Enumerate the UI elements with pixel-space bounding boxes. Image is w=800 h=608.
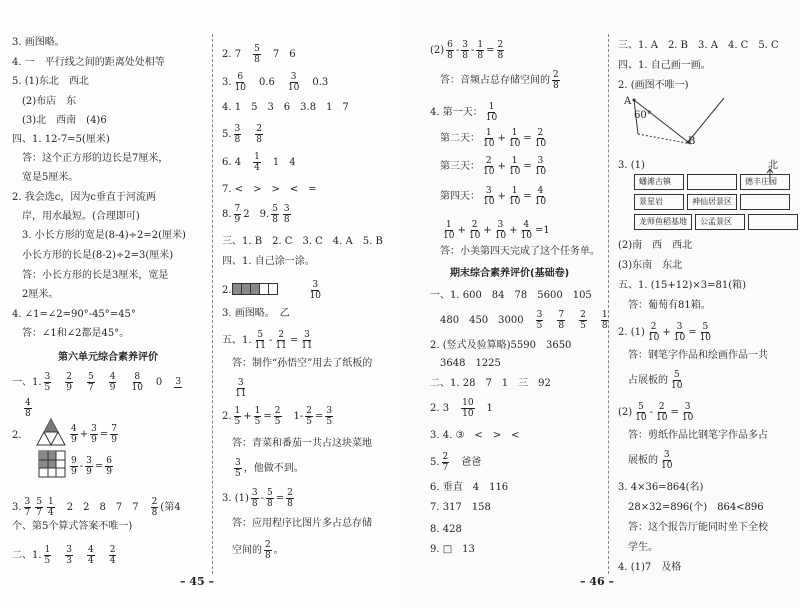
answer-line: 3. (1) [618, 160, 645, 171]
fraction: $\frac{6}{8}$ [447, 40, 453, 61]
fraction: $\frac{3}{5}$ [326, 406, 333, 427]
column-divider [212, 34, 213, 574]
answer-line: 4. 1 5 3 6 3.8 1 7 [222, 102, 349, 113]
fraction: $\frac{7}{9}$ [234, 204, 241, 225]
answer-line: 2厘米。 [22, 289, 59, 300]
fraction: $\frac{2}{11}$ [275, 330, 287, 351]
answer-line: 答：音频占总存储空间的 $\frac{2}{8}$ [440, 70, 559, 91]
answer-line [22, 398, 34, 419]
answer-line: 第四天： $\frac{3}{10}$ + $\frac{1}{10}$ = $\frac{4}{10}$ [440, 186, 547, 207]
fraction: $\frac{1}{10}$ [485, 102, 498, 123]
fraction: $\frac{5}{11}$ [254, 330, 266, 351]
answer-line: 答：小长方形的长是3厘米，宽是 [22, 270, 169, 281]
answer-line: 答：这个正方形的边长是7厘米， [22, 153, 169, 164]
fraction: $\frac{5}{8}$ [272, 204, 278, 225]
answer-line: 8. 428 [430, 524, 462, 535]
fraction: $\frac{5}{7}$ [88, 372, 94, 393]
fraction: $\frac{4}{9}$ [109, 372, 116, 393]
map-cell: 龙师鱼稻基地 [634, 214, 692, 230]
fraction: $\frac{2}{10}$ [656, 402, 668, 423]
fraction: $\frac{3}{5}$ [44, 372, 51, 393]
fraction: $\frac{1}{10}$ [508, 128, 521, 149]
answer-line: 答：钢笔字作品和绘画作品一共 [628, 350, 768, 361]
answer-line: 三、1. B 2. C 3. C 4. A 5. B [222, 236, 383, 247]
fraction: $\frac{3}{5}$ [235, 458, 241, 479]
answer-line: 四、1. 自己画一画。 [618, 60, 711, 71]
fraction: $\frac{2}{4}$ [109, 545, 116, 566]
fraction: $\frac{4}{4}$ [88, 545, 94, 566]
answer-line: 4. ∠1=∠2=90°-45°=45° [12, 309, 136, 320]
fraction: $\frac{3}{8}$ [283, 204, 290, 225]
answer-line: 二、1. $\frac{1}{5}$ $\frac{3}{3}$ $\frac{4}{4}$ $\frac{2}{4}$ [12, 545, 116, 566]
fraction: $\frac{6}{9}$ [106, 456, 112, 477]
answer-line: 3. 画图略。 [12, 37, 65, 48]
answer-line: 答：∠1和∠2都是45°。 [22, 328, 130, 339]
fraction: $\frac{10}{10}$ [462, 398, 474, 419]
fraction: $\frac{2}{10}$ [534, 128, 547, 149]
answer-line: 答：葡萄有81箱。 [628, 300, 711, 311]
answer-line: 答：剪纸作品比钢笔字作品多占 [628, 430, 768, 441]
grid-figure [38, 450, 66, 478]
fraction: $\frac{1}{10}$ [508, 156, 521, 177]
answer-line: (3)东南 东北 [618, 260, 683, 271]
map-cell: 公孟景区 [695, 214, 745, 230]
answer-line: $\frac{3}{5}$ ，他做不到。 [235, 458, 304, 479]
answer-line: 480 450 3000 $\frac{3}{5}$ $\frac{7}{8}$ $\frac{2}{5}$ $\frac{1}{8}$ [440, 310, 608, 331]
map-row [634, 194, 793, 210]
fraction: $\frac{2}{8}$ [256, 124, 263, 145]
answer-line: (3)北 西南 (4)6 [22, 115, 107, 126]
answer-line: 四、1. 自己涂一涂。 [222, 256, 315, 267]
answer-line: (2) $\frac{5}{10}$ - $\frac{2}{10}$ = $\frac{3}{10}$ [618, 402, 694, 423]
fraction: $\frac{3}{8}$ [234, 124, 241, 145]
answer-line: 4. (1)7 及格 [618, 562, 682, 573]
fraction: $\frac{4}{10}$ [534, 186, 547, 207]
fraction: $\frac{5}{10}$ [699, 322, 712, 343]
fraction: $\frac{1}{4}$ [254, 152, 260, 173]
answer-line: 岸，用水最短。(合理即可) [22, 211, 140, 222]
answer-line: 7. 317 158 [430, 502, 491, 513]
map-cell: 景星岩 [634, 194, 684, 210]
fraction: $\frac{3}{10}$ [661, 450, 673, 471]
answer-line: 2. 我会选c，因为c垂直于河流两 [12, 192, 156, 203]
answer-line: 二、1. 28 7 1 三 92 [430, 378, 551, 389]
fraction: $\frac{3}{10}$ [309, 280, 321, 301]
answer-line: 2. [12, 430, 22, 441]
answer-line: 空间的 $\frac{2}{8}$ 。 [232, 540, 284, 561]
equation: $\frac{9}{9}$ - $\frac{3}{9}$ = $\frac{6}{9}$ [71, 456, 112, 477]
map-row [634, 214, 800, 230]
fraction: $\frac{1}{4}$ [48, 497, 54, 518]
answer-line: 学生。 [628, 542, 658, 553]
fraction: $\frac{2}{10}$ [483, 156, 495, 177]
column-divider [608, 34, 609, 574]
map-cell [687, 174, 737, 190]
map-cell: 神仙居景区 [687, 194, 737, 210]
fraction: $\frac{3}{7}$ [24, 497, 31, 518]
colored-bar-figure [232, 283, 277, 299]
fraction: $\frac{2}{5}$ [580, 310, 586, 331]
answer-line: 7. < > > < = [222, 184, 317, 195]
answer-line: 2. (1) $\frac{2}{10}$ + $\frac{3}{10}$ = $\frac{5}{10}$ [618, 322, 712, 343]
fraction: $\frac{2}{8}$ [265, 540, 271, 561]
fraction: $\frac{3}{10}$ [681, 402, 694, 423]
fraction: 3 [175, 377, 182, 387]
answer-line: 宽是5厘米。 [22, 172, 79, 183]
answer-line: 3. $\frac{6}{10}$ 0.6 $\frac{3}{10}$ 0.3 [222, 72, 329, 93]
fraction: $\frac{1}{10}$ [508, 186, 521, 207]
fraction: $\frac{2}{10}$ [647, 322, 660, 343]
answer-line: 8. $\frac{7}{9}$ 2 9. $\frac{5}{8}$ $\frac{3}{8}$ [222, 204, 290, 225]
answer-line: 2. (竖式及验算略)5590 3650 [430, 340, 572, 351]
answer-line: 2. (画图不唯一) [618, 80, 689, 91]
fraction: $\frac{1}{10}$ [483, 128, 495, 149]
page-number: – 46 – [580, 575, 614, 588]
answer-line: (2)布店 东 [22, 96, 77, 107]
answer-line: 五、1. (15+12)×3=81(箱) [618, 280, 746, 291]
answer-line: 占展板的 $\frac{5}{10}$ [628, 370, 683, 391]
answer-line: 4. 一 平行线之间的距离处处相等 [12, 57, 165, 68]
answer-line: 6. 4 $\frac{1}{4}$ 1 4 [222, 152, 296, 173]
fraction: $\frac{3}{10}$ [673, 322, 686, 343]
answer-line: 2. 7 $\frac{5}{8}$ 7 6 [222, 44, 296, 65]
fraction: $\frac{4}{9}$ [71, 424, 77, 445]
answer-line: 一、1. 600 84 78 5600 105 [430, 290, 592, 301]
answer-line: 答：这个报告厅能同时坐下全校 [628, 522, 768, 533]
answer-line: 小长方形的长是(8-2)÷2=3(厘米) [22, 250, 174, 261]
answer-line [232, 378, 249, 399]
fraction: $\frac{1}{8}$ [477, 40, 484, 61]
fraction: $\frac{8}{10}$ [131, 372, 143, 393]
answer-line: 展板的 $\frac{3}{10}$ [628, 450, 673, 471]
fraction: $\frac{5}{8}$ [254, 44, 260, 65]
answer-line: 3. 画图略。 乙 [222, 308, 290, 319]
fraction: $\frac{3}{11}$ [235, 378, 247, 399]
answer-line: 6. 垂直 4 116 [430, 482, 509, 493]
fraction: $\frac{7}{9}$ [111, 424, 117, 445]
fraction: $\frac{3}{9}$ [91, 424, 97, 445]
answer-line: 5. (1)东北 西北 [12, 76, 89, 87]
answer-line: 答：制作“孙悟空”用去了纸板的 [232, 358, 373, 369]
section-title: 期末综合素养评价(基础卷) [450, 268, 570, 279]
answer-line: 9. □ 13 [430, 544, 475, 555]
answer-line: 一、1. $\frac{3}{5}$ $\frac{2}{9}$ $\frac{5}{7}$ $\frac{4}{9}$ $\frac{8}{10}$ 0 3 [12, 372, 182, 393]
fraction: $\frac{3}{10}$ [483, 186, 495, 207]
fraction: $\frac{3}{3}$ [66, 545, 73, 566]
answer-line: 个、第5个算式答案不唯一) [12, 521, 133, 532]
equation: $\frac{4}{9}$ + $\frac{3}{9}$ = $\frac{7}{9}$ [71, 424, 117, 445]
map-cell: 蟠滩古镇 [634, 174, 684, 190]
answer-line: 四、1. 12-7=5(厘米) [12, 134, 110, 145]
answer-line: 4. 第一天： $\frac{1}{10}$ [430, 102, 498, 123]
answer-line: 3. (1) $\frac{3}{8}$ - $\frac{5}{8}$ = $\frac{2}{8}$ [222, 488, 293, 509]
fraction: $\frac{5}{10}$ [635, 402, 647, 423]
fraction: $\frac{1}{5}$ [254, 406, 261, 427]
fraction: $\frac{6}{10}$ [234, 72, 246, 93]
fraction: $\frac{2}{5}$ [306, 406, 313, 427]
fraction: $\frac{1}{5}$ [234, 406, 241, 427]
answer-line: (2)南 西 西北 [618, 240, 693, 251]
fraction: $\frac{2}{9}$ [66, 372, 73, 393]
map-cell: 德丰庄园 [740, 174, 790, 190]
fraction: $\frac{2}{8}$ [151, 497, 158, 518]
answer-line: 3. 小长方形的宽是(8-4)÷2=2(厘米) [22, 230, 186, 241]
answer-line: 5. $\frac{3}{8}$ $\frac{2}{8}$ [222, 124, 263, 145]
fraction: $\frac{3}{10}$ [287, 72, 300, 93]
answer-line: 2. $\frac{1}{5}$ + $\frac{1}{5}$ = $\frac{2}{5}$ 1- $\frac{2}{5}$ = $\frac{3}{5}$ [222, 406, 333, 427]
map-cell [740, 194, 790, 210]
fraction: $\frac{2}{8}$ [553, 70, 559, 91]
fraction: $\frac{2}{10}$ [468, 220, 481, 241]
answer-line: 答：应用程序比图片多占总存储 [232, 518, 372, 529]
fraction: $\frac{3}{10}$ [494, 220, 507, 241]
map-cell [748, 214, 798, 230]
answer-line: 3. 4×36=864(名) [618, 482, 704, 493]
answer-line: 第二天： $\frac{1}{10}$ + $\frac{1}{10}$ = $\frac{2}{10}$ [440, 128, 547, 149]
answer-line: 3648 1225 [440, 358, 501, 369]
fraction: $\frac{2}{8}$ [287, 488, 293, 509]
point-label: A [624, 96, 632, 107]
fraction: $\frac{3}{8}$ [462, 40, 469, 61]
fraction: $\frac{7}{8}$ [558, 310, 565, 331]
fraction: $\frac{5}{8}$ [267, 488, 273, 509]
fraction: $\frac{1}{8}$ [601, 310, 608, 331]
point-label: B [688, 136, 696, 147]
triangle-figure [36, 418, 66, 446]
fraction: $\frac{2}{7}$ [442, 452, 449, 473]
fraction: $\frac{2}{8}$ [497, 40, 504, 61]
answer-line: 答：青菜和番茄一共占这块菜地 [232, 438, 372, 449]
answer-line: 答：小美第四天完成了这个任务单。 [440, 246, 600, 257]
answer-line: 三、1. A 2. B 3. A 4. C 5. C [618, 40, 779, 51]
fraction: $\frac{9}{9}$ [71, 456, 77, 477]
north-label: 北 [768, 160, 778, 171]
fraction: $\frac{3}{8}$ [251, 488, 258, 509]
fraction: $\frac{1}{10}$ [443, 220, 455, 241]
fraction: $\frac{3}{11}$ [301, 330, 313, 351]
fraction: $\frac{5}{10}$ [671, 370, 683, 391]
page-number: – 45 – [180, 575, 214, 588]
fraction: $\frac{4}{8}$ [25, 398, 31, 419]
answer-line: (2) $\frac{6}{8}$ - $\frac{3}{8}$ - $\frac{1}{8}$ = $\frac{2}{8}$ [430, 40, 504, 61]
answer-line: 2. $\frac{3}{10}$ [222, 280, 321, 301]
fraction: $\frac{3}{9}$ [86, 456, 92, 477]
section-title: 第六单元综合素养评价 [58, 352, 158, 363]
fraction: $\frac{1}{5}$ [44, 545, 51, 566]
map-row [634, 174, 793, 190]
answer-line: 5. $\frac{2}{7}$ 爸爸 [430, 452, 482, 473]
answer-line: 五、1. $\frac{5}{11}$ - $\frac{2}{11}$ = $\frac{3}{11}$ [222, 330, 313, 351]
answer-line: 28×32=896(个) 864<896 [628, 502, 764, 513]
fraction: $\frac{4}{10}$ [520, 220, 532, 241]
answer-line: 3. $\frac{3}{7}$ $\frac{5}{7}$ $\frac{1}{4}$ 2 2 8 7 7 $\frac{2}{8}$ (第4 [12, 497, 181, 518]
page-46 [400, 0, 800, 608]
fraction: $\frac{2}{5}$ [274, 406, 281, 427]
fraction: $\frac{3}{5}$ [536, 310, 543, 331]
answer-line: 第三天： $\frac{2}{10}$ + $\frac{1}{10}$ = $\frac{3}{10}$ [440, 156, 547, 177]
answer-line: 3. 4. ③ < > < [430, 430, 520, 441]
fraction: $\frac{5}{7}$ [36, 497, 43, 518]
angle-label: 60° [634, 110, 652, 121]
answer-line: 2. 3 $\frac{10}{10}$ 1 [430, 398, 493, 419]
fraction: $\frac{3}{10}$ [534, 156, 547, 177]
answer-line: $\frac{1}{10}$ + $\frac{2}{10}$ + $\frac{3}{10}$ + $\frac{4}{10}$ =1 [443, 220, 550, 241]
